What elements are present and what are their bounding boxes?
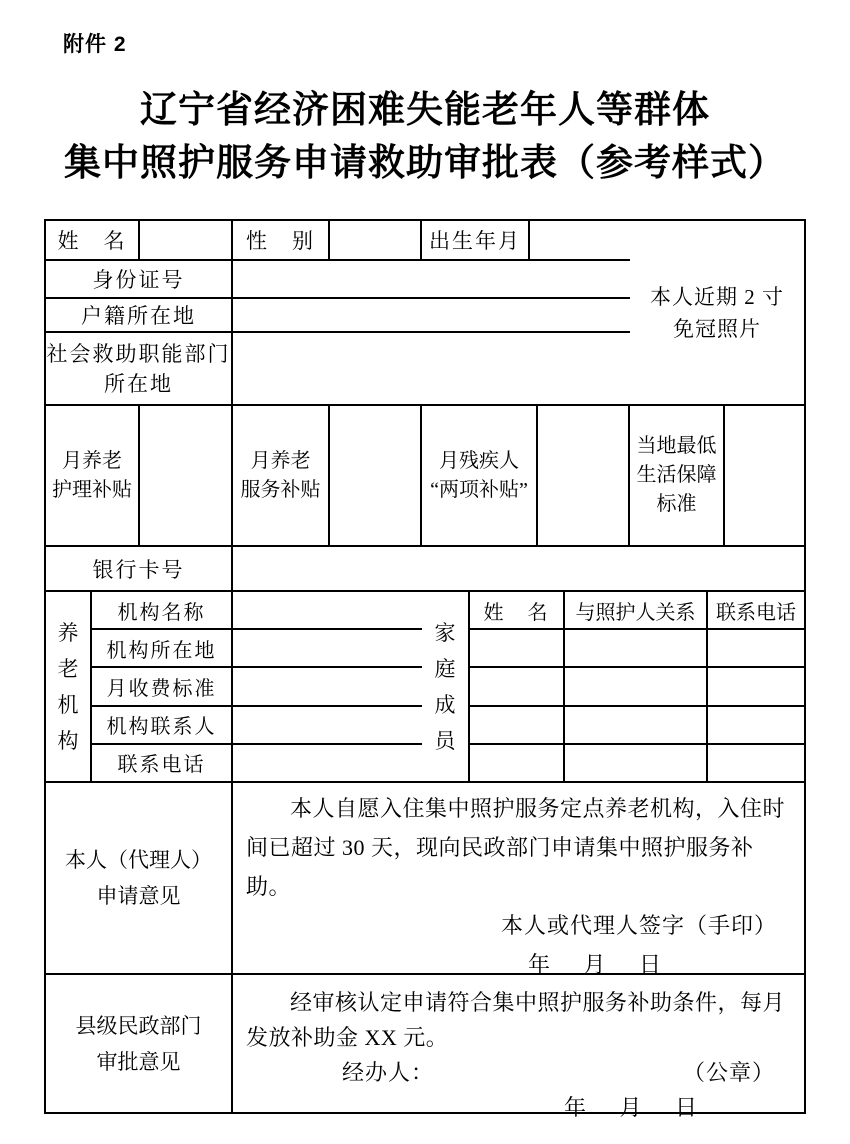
institution-phone-label: 联系电话 (92, 745, 233, 781)
birth-date-value-cell (530, 221, 630, 259)
applicant-opinion-label-line2: 申请意见 (96, 884, 181, 908)
gender-label: 性 别 (233, 221, 330, 259)
family-name-cell (470, 668, 565, 704)
name-label: 姓 名 (46, 221, 140, 259)
institution-fee-row (92, 668, 422, 706)
family-name-header: 姓 名 (470, 592, 565, 628)
institution-rows (92, 592, 422, 781)
disability-subsidy-value-cell (538, 406, 630, 545)
residence-row (46, 299, 630, 333)
bank-card-value-cell (233, 547, 804, 590)
minimum-living-standard-line2: 生活保障 (636, 464, 717, 486)
family-name-cell (470, 630, 565, 666)
application-form-table (44, 219, 806, 1120)
basic-info-left (46, 221, 630, 404)
applicant-opinion-row (46, 783, 804, 975)
approval-date-line: 年 月 日 (563, 1095, 699, 1120)
subsidy-row (46, 406, 804, 547)
id-number-row (46, 261, 630, 299)
family-relation-cell (565, 668, 708, 704)
disability-subsidy-label (422, 406, 538, 545)
family-member-row (470, 707, 804, 745)
assistance-agency-label-line1: 社会救助职能部门 (46, 341, 231, 366)
family-relation-cell (565, 707, 708, 743)
family-relation-cell (565, 630, 708, 666)
service-subsidy-label-line1: 月养老 (250, 449, 311, 472)
photo-note-line2: 免冠照片 (673, 316, 761, 341)
basic-info-section (46, 221, 804, 406)
attachment-label: 附件 2 (63, 33, 127, 56)
service-subsidy-label (233, 406, 330, 545)
family-name-cell (470, 745, 565, 781)
bank-card-label: 银行卡号 (46, 547, 233, 590)
minimum-living-standard-line3: 标准 (656, 493, 697, 515)
family-relation-cell (565, 745, 708, 781)
family-member-table (470, 592, 804, 781)
institution-fee-label: 月收费标准 (92, 668, 233, 704)
bank-card-row (46, 547, 804, 592)
institution-name-label: 机构名称 (92, 592, 233, 628)
applicant-opinion-label-line1: 本人（代理人） (65, 848, 212, 872)
assistance-agency-label (46, 333, 233, 404)
official-seal-label: （公章） (682, 1060, 775, 1085)
institution-family-section (46, 592, 804, 783)
institution-phone-value-cell (233, 745, 422, 781)
minimum-living-standard-value-cell (725, 406, 804, 545)
institution-phone-row (92, 745, 422, 781)
institution-contact-value-cell (233, 707, 422, 743)
family-name-cell (470, 707, 565, 743)
title-line-1: 辽宁省经济困难失能老年人等群体 (140, 90, 710, 131)
name-value-cell (140, 221, 233, 259)
approval-opinion-label (46, 975, 233, 1112)
applicant-date-line: 年 月 日 (527, 952, 663, 977)
minimum-living-standard-label (630, 406, 725, 545)
family-member-row (470, 668, 804, 706)
care-subsidy-value-cell (140, 406, 233, 545)
family-phone-header: 联系电话 (716, 601, 796, 624)
approval-opinion-label-line2: 审批意见 (96, 1049, 181, 1074)
institution-address-label: 机构所在地 (92, 630, 233, 666)
institution-address-value-cell (233, 630, 422, 666)
care-subsidy-label-line2: 护理补贴 (52, 478, 132, 501)
handler-label: 经办人： (342, 1060, 435, 1085)
family-header-row (470, 592, 804, 630)
service-subsidy-value-cell (330, 406, 422, 545)
care-subsidy-label (46, 406, 140, 545)
assistance-agency-value-cell (233, 333, 630, 404)
institution-group-label-text: 养老机构 (57, 620, 79, 753)
family-group-label-text: 家庭成员 (434, 620, 456, 753)
residence-label: 户籍所在地 (46, 299, 233, 331)
assistance-agency-label-line2: 所在地 (104, 371, 173, 396)
service-subsidy-label-line2: 服务补贴 (240, 478, 321, 501)
institution-fee-value-cell (233, 668, 422, 704)
approval-opinion-row (46, 975, 804, 1120)
id-number-label: 身份证号 (46, 261, 233, 297)
birth-date-label: 出生年月 (422, 221, 530, 259)
applicant-opinion-content (233, 783, 804, 977)
photo-note-line1: 本人近期 2 寸 (650, 284, 784, 309)
applicant-signature-line: 本人或代理人签字（手印） (500, 913, 777, 938)
photo-placeholder-cell (630, 221, 804, 404)
family-relation-header: 与照护人关系 (565, 592, 708, 628)
id-number-value-cell (233, 261, 630, 297)
applicant-opinion-text: 本人自愿入住集中照护服务定点养老机构，入住时间已超过 30 天，现向民政部门申请集中照护服务补助。 (246, 796, 786, 899)
applicant-opinion-label (46, 783, 233, 973)
approval-opinion-label-line1: 县级民政部门 (75, 1013, 202, 1038)
institution-contact-label: 机构联系人 (92, 707, 233, 743)
title-line-2: 集中照护服务申请救助审批表（参考样式） (64, 143, 786, 184)
institution-group-label (46, 592, 92, 781)
approval-opinion-content (233, 975, 804, 1120)
family-member-row (470, 630, 804, 668)
disability-subsidy-label-line1: 月残疾人 (438, 449, 519, 472)
assistance-agency-row (46, 333, 630, 404)
family-phone-cell (708, 707, 804, 743)
approval-handler-line (246, 1055, 791, 1090)
approval-opinion-text: 经审核认定申请符合集中照护服务补助条件，每月发放补助金 XX 元。 (246, 990, 786, 1050)
name-gender-birth-row (46, 221, 630, 261)
institution-contact-row (92, 707, 422, 745)
minimum-living-standard-line1: 当地最低 (636, 435, 717, 457)
residence-value-cell (233, 299, 630, 331)
institution-address-row (92, 630, 422, 668)
family-phone-cell (708, 630, 804, 666)
family-phone-cell (708, 745, 804, 781)
institution-name-row (92, 592, 422, 630)
gender-value-cell (330, 221, 422, 259)
disability-subsidy-label-line2: “两项补贴” (430, 478, 528, 501)
institution-name-value-cell (233, 592, 422, 628)
care-subsidy-label-line1: 月养老 (62, 449, 122, 472)
document-title (0, 84, 850, 190)
family-group-label (422, 592, 470, 781)
family-member-row (470, 745, 804, 781)
family-phone-cell (708, 668, 804, 704)
